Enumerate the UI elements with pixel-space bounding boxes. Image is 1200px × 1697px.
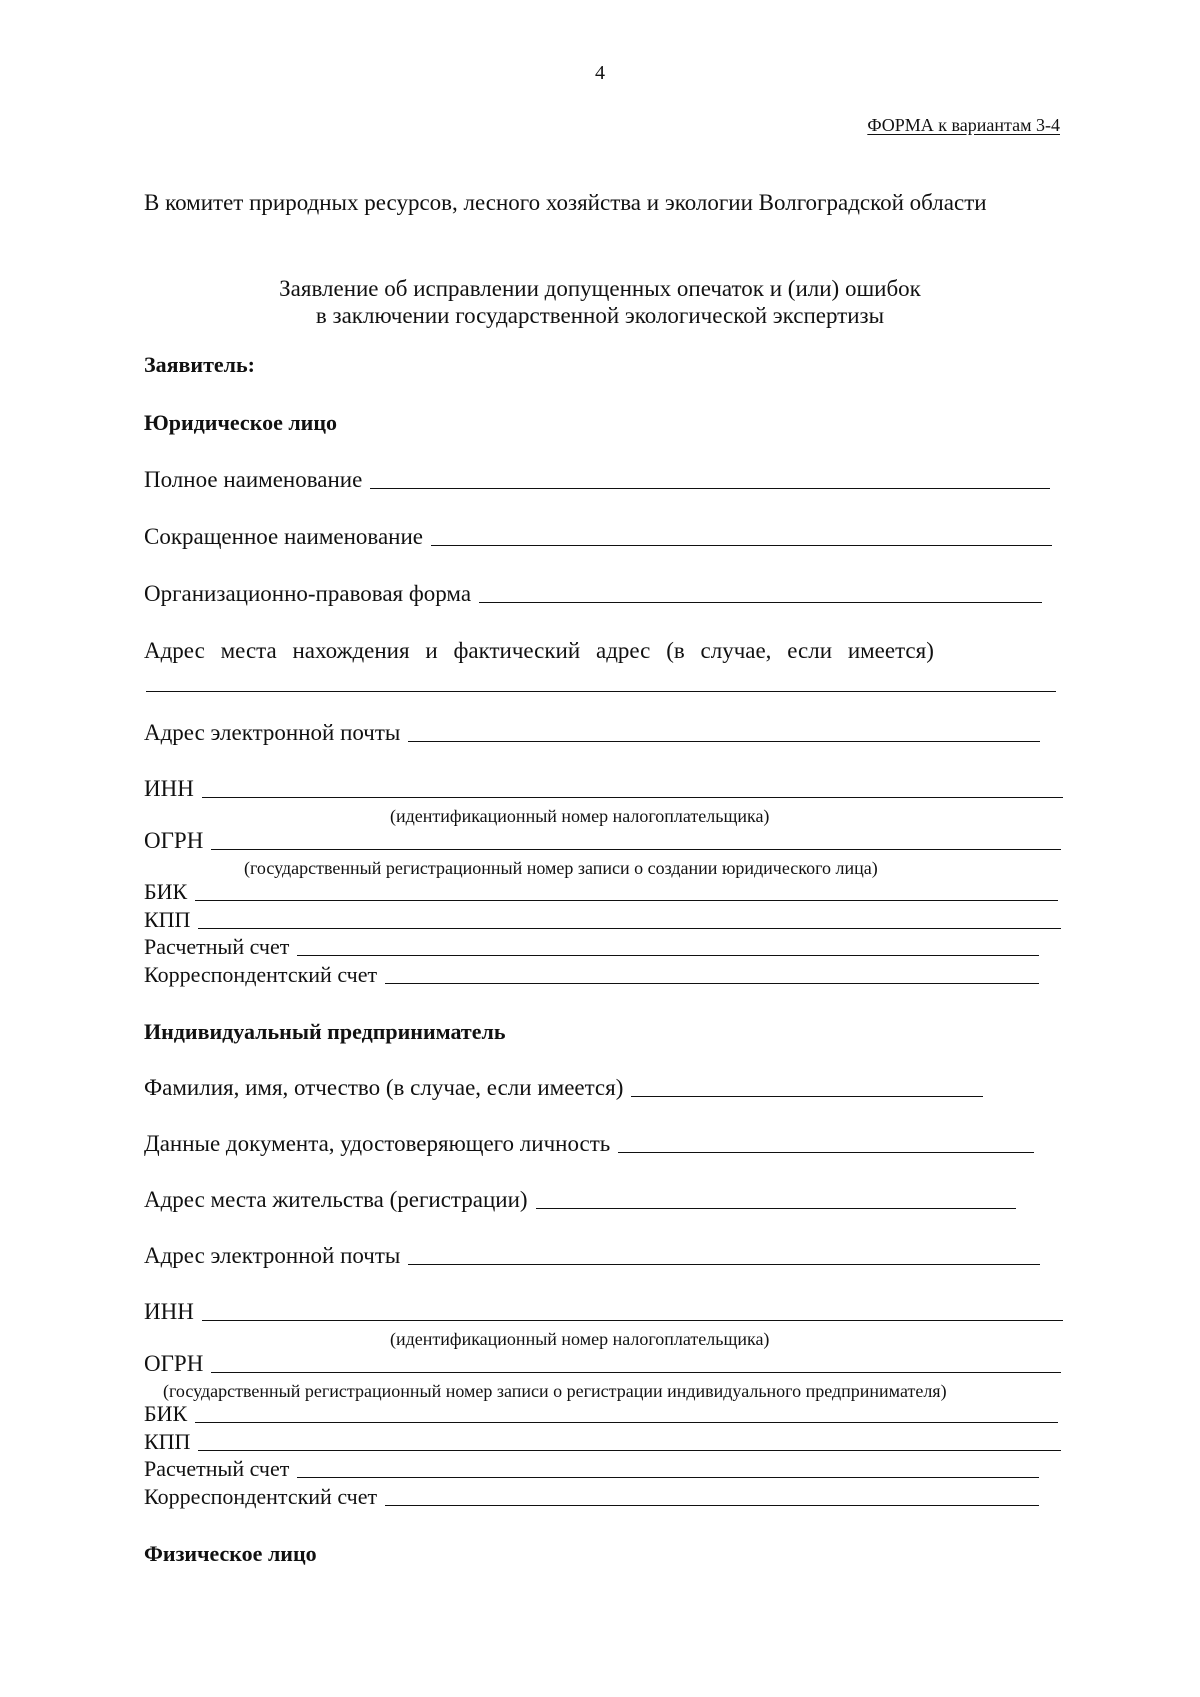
- legal-full-name-input-line[interactable]: [370, 487, 1050, 489]
- entrepreneur-ogrn-input-line[interactable]: [211, 1371, 1061, 1373]
- legal-bik-input-line[interactable]: [195, 899, 1058, 901]
- legal-short-name-input-line[interactable]: [431, 544, 1052, 546]
- legal-full-name-field[interactable]: [144, 467, 1050, 493]
- entrepreneur-ogrn-caption: (государственный регистрационный номер записи о регистрации индивидуального предпринимателя): [163, 1381, 947, 1401]
- entrepreneur-residence-label: Адрес места жительства (регистрации): [144, 1187, 528, 1212]
- legal-corr-account-input-line[interactable]: [385, 982, 1039, 984]
- entrepreneur-account-field[interactable]: [144, 1457, 1039, 1481]
- entrepreneur-corr-account-field[interactable]: [144, 1485, 1039, 1509]
- legal-short-name-field[interactable]: [144, 524, 1052, 550]
- title-line-1: Заявление об исправлении допущенных опечаток и (или) ошибок: [279, 276, 921, 301]
- legal-inn-caption: (идентификационный номер налогоплательщика): [390, 806, 770, 826]
- legal-ogrn-input-line[interactable]: [211, 848, 1061, 850]
- entrepreneur-id-document-label: Данные документа, удостоверяющего личность: [144, 1131, 611, 1156]
- entrepreneur-inn-label: ИНН: [144, 1299, 194, 1324]
- entrepreneur-kpp-field[interactable]: [144, 1430, 1061, 1454]
- legal-kpp-field[interactable]: [144, 908, 1061, 932]
- entrepreneur-inn-field[interactable]: [144, 1299, 1063, 1325]
- legal-account-field[interactable]: [144, 935, 1039, 959]
- legal-kpp-label: КПП: [144, 907, 191, 932]
- entrepreneur-corr-account-label: Корреспондентский счет: [144, 1484, 378, 1509]
- entrepreneur-inn-caption: (идентификационный номер налогоплательщика): [390, 1329, 770, 1349]
- legal-bik-label: БИК: [144, 879, 188, 904]
- legal-ogrn-label: ОГРН: [144, 828, 204, 853]
- title-line-2: в заключении государственной экологической экспертизы: [315, 303, 885, 328]
- entrepreneur-heading: Индивидуальный предприниматель: [144, 1019, 506, 1044]
- entrepreneur-kpp-input-line[interactable]: [198, 1449, 1061, 1451]
- legal-bik-field[interactable]: [144, 880, 1058, 904]
- legal-email-input-line[interactable]: [408, 740, 1040, 742]
- legal-kpp-input-line[interactable]: [198, 927, 1061, 929]
- addressee: В комитет природных ресурсов, лесного хозяйства и экологии Волгоградской области: [144, 190, 987, 215]
- legal-account-label: Расчетный счет: [144, 934, 290, 959]
- entrepreneur-bik-input-line[interactable]: [195, 1421, 1058, 1423]
- natural-person-heading: Физическое лицо: [144, 1541, 317, 1566]
- entrepreneur-ogrn-label: ОГРН: [144, 1351, 204, 1376]
- entrepreneur-corr-account-input-line[interactable]: [385, 1504, 1039, 1506]
- entrepreneur-residence-field[interactable]: [144, 1187, 1016, 1213]
- legal-org-form-input-line[interactable]: [479, 601, 1042, 603]
- entrepreneur-email-label: Адрес электронной почты: [144, 1243, 401, 1268]
- entrepreneur-email-field[interactable]: [144, 1243, 1040, 1269]
- entrepreneur-bik-label: БИК: [144, 1401, 188, 1426]
- applicant-heading: Заявитель:: [144, 352, 255, 377]
- legal-inn-input-line[interactable]: [202, 796, 1063, 798]
- entrepreneur-residence-input-line[interactable]: [536, 1207, 1016, 1209]
- legal-email-field[interactable]: [144, 720, 1040, 746]
- document-title: [0, 275, 1200, 329]
- legal-ogrn-field[interactable]: [144, 828, 1061, 854]
- form-note: ФОРМА к вариантам 3-4: [867, 115, 1060, 135]
- entrepreneur-fio-label: Фамилия, имя, отчество (в случае, если имеется): [144, 1075, 624, 1100]
- legal-account-input-line[interactable]: [297, 954, 1039, 956]
- entrepreneur-ogrn-field[interactable]: [144, 1351, 1061, 1377]
- legal-full-name-label: Полное наименование: [144, 467, 363, 492]
- page-number: 4: [595, 62, 605, 84]
- entrepreneur-id-document-input-line[interactable]: [618, 1151, 1034, 1153]
- legal-org-form-label: Организационно-правовая форма: [144, 581, 472, 606]
- legal-ogrn-caption: (государственный регистрационный номер записи о создании юридического лица): [244, 858, 878, 878]
- legal-org-form-field[interactable]: [144, 581, 1042, 607]
- entrepreneur-fio-field[interactable]: [144, 1075, 983, 1101]
- legal-inn-label: ИНН: [144, 776, 194, 801]
- legal-short-name-label: Сокращенное наименование: [144, 524, 423, 549]
- entrepreneur-account-label: Расчетный счет: [144, 1456, 290, 1481]
- entrepreneur-account-input-line[interactable]: [297, 1476, 1039, 1478]
- legal-email-label: Адрес электронной почты: [144, 720, 401, 745]
- entrepreneur-kpp-label: КПП: [144, 1429, 191, 1454]
- legal-address-input-line[interactable]: [146, 690, 1056, 692]
- legal-inn-field[interactable]: [144, 776, 1063, 802]
- legal-entity-heading: Юридическое лицо: [144, 410, 338, 435]
- entrepreneur-id-document-field[interactable]: [144, 1131, 1034, 1157]
- entrepreneur-email-input-line[interactable]: [408, 1263, 1040, 1265]
- entrepreneur-inn-input-line[interactable]: [202, 1319, 1063, 1321]
- legal-address-label: Адрес места нахождения и фактический адрес (в случае, если имеется): [144, 638, 934, 663]
- entrepreneur-bik-field[interactable]: [144, 1402, 1058, 1426]
- legal-corr-account-label: Корреспондентский счет: [144, 962, 378, 987]
- entrepreneur-fio-input-line[interactable]: [631, 1095, 983, 1097]
- legal-corr-account-field[interactable]: [144, 963, 1039, 987]
